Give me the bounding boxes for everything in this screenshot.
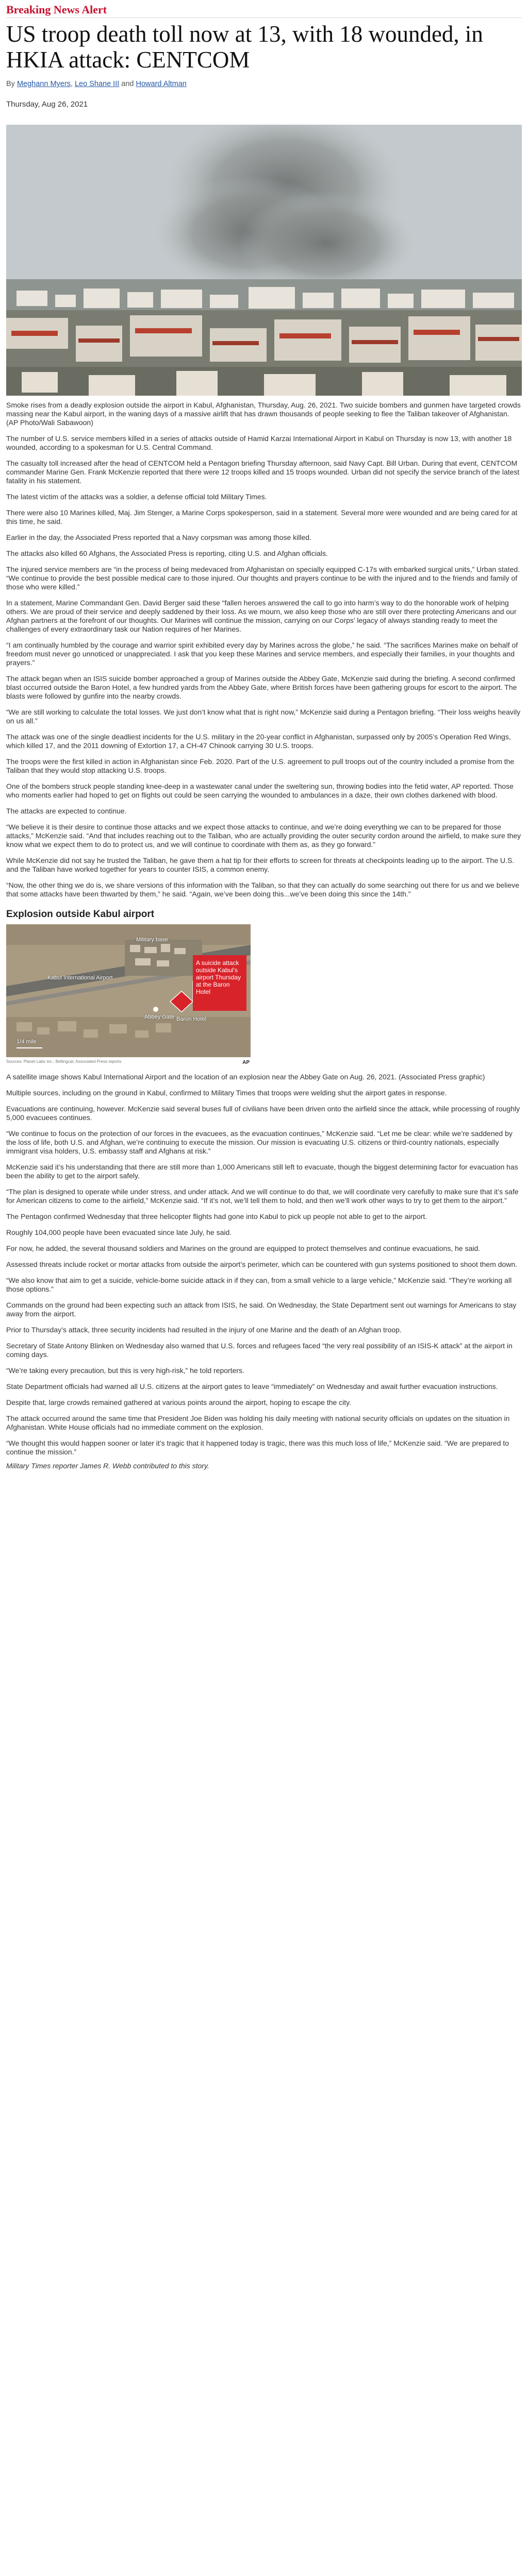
article-paragraph: Roughly 104,000 people have been evacuated since late July, he said. xyxy=(6,1228,232,1236)
byline-separator: and xyxy=(121,80,134,88)
author-link-meghann-myers[interactable]: Meghann Myers xyxy=(16,80,71,88)
article-paragraph: One of the bombers struck people standing knee-deep in a wastewater canal under the sweltering sun, throwing bodies into the fetid water, AP reported. Those who moments earlier had hoped to get on flights out could be seen carrying the wounded to ambulances in a daze, their own clothes darkened with blood. xyxy=(6,782,514,799)
article-paragraph: The latest victim of the attacks was a soldier, a defense official told Military Times. xyxy=(6,493,267,501)
graphic-credit: Sources: Planet Labs Inc.; Bellingcat; Associated Press reports xyxy=(6,1059,122,1064)
article-paragraph: In a statement, Marine Commandant Gen. David Berger said these “fallen heroes answered the call to go into harm’s way to do the honorable work of helping others. We are proud of their service and deeply saddened by their loss. As we mourn, we also keep those who are still over there protecting Americans and our Afghan partners at the forefront of our thoughts. Our Marines will continue the mission, carrying on our Corps’ legacy of always standing ready to meet the challenges of every extraordinary task our Nation requires of her Marines. xyxy=(6,599,517,633)
satellite-map xyxy=(6,924,251,1057)
hero-photo-illustration xyxy=(6,125,522,396)
hero-photo-kabul-smoke xyxy=(6,125,522,396)
article-body-part-1 xyxy=(6,434,528,899)
label-baron-hotel: Baron Hotel xyxy=(176,1016,207,1022)
article-paragraph: The attacks are expected to continue. xyxy=(6,807,127,815)
hero-caption: Smoke rises from a deadly explosion outside the airport in Kabul, Afghanistan, Thursday, Aug. 26, 2021. Two suicide bombers and gunmen have targeted crowds massing near the Kabul airport, in the waning days of a massive airlift that has drawn thousands of people seeking to flee the Taliban takeover of Afghanistan. (AP Photo/Wali Sabawoon) xyxy=(6,401,521,427)
article-headline: US troop death toll now at 13, with 18 wounded, in HKIA attack: CENTCOM xyxy=(6,21,483,73)
article-paragraph: State Department officials had warned all U.S. citizens at the airport gates to leave “immediately” on Wednesday and await further evacuation instructions. xyxy=(6,1382,498,1391)
article-body-part-2 xyxy=(6,1089,528,1456)
label-military-base: Military base xyxy=(136,937,168,943)
article-paragraph: “We’re taking every precaution, but this is very high-risk,” he told reporters. xyxy=(6,1366,244,1375)
article-paragraph: There were also 10 Marines killed, Maj. Jim Stenger, a Marine Corps spokesperson, said in a statement. Several more were wounded and are being cared for at this time, he said. xyxy=(6,509,518,526)
article-paragraph: The attack occurred around the same time that President Joe Biden was holding his daily meeting with national security officials on updates on the situation in Afghanistan. White House officials had no immediate comment on the explosion. xyxy=(6,1414,510,1431)
contributor-note: Military Times reporter James R. Webb contributed to this story. xyxy=(6,1462,209,1470)
label-map-scale: 1/4 mile xyxy=(16,1039,37,1045)
article-paragraph: Evacuations are continuing, however. McKenzie said several buses full of civilians have been driven onto the airfield since the attack, while processing of roughly 5,000 evacuees continues. xyxy=(6,1105,520,1122)
article-paragraph: Secretary of State Antony Blinken on Wednesday also warned that U.S. forces and refugees faced “the very real possibility of an ISIS-K attack” at the airport in coming days. xyxy=(6,1342,513,1359)
article-paragraph: The attack was one of the single deadliest incidents for the U.S. military in the 20-year conflict in Afghanistan, surpassed only by 2005’s Operation Red Wings, which killed 17, and the 2011 downing of Extortion 17, a CH-47 Chinook carrying 30 U.S. troops. xyxy=(6,733,511,750)
article-paragraph: Commands on the ground had been expecting such an attack from ISIS, he said. On Wednesday, the State Department sent out warnings for Americans to stay away from the airport. xyxy=(6,1301,517,1318)
graphic-title: Explosion outside Kabul airport xyxy=(6,909,155,920)
article-paragraph: Multiple sources, including on the ground in Kabul, confirmed to Military Times that troops were welding shut the airport gates in response. xyxy=(6,1089,447,1097)
article-paragraph: “We are still working to calculate the total losses. We just don’t know what that is right now,” McKenzie said during a Pentagon briefing. “Their loss weighs heavily on us all.” xyxy=(6,708,521,725)
article-paragraph: The attack began when an ISIS suicide bomber approached a group of Marines outside the Abbey Gate, McKenzie said during the briefing. A second confirmed blast occurred outside the Baron Hotel, a few hundred yards from the Abbey Gate, where British forces have been gathering groups for escort to the airport. The blasts were followed by gunfire into the nearby crowds. xyxy=(6,674,517,700)
article-paragraph: “I am continually humbled by the courage and warrior spirit exhibited every day by Marines across the globe,” he said. “The sacrifices Marines make on behalf of freedom must never go unnoticed or unappreciated. I ask that you keep these Marines and service members, and especially their families, in your thoughts and prayers.” xyxy=(6,641,518,667)
article-paragraph: For now, he added, the several thousand soldiers and Marines on the ground are equipped to protect themselves and continue evacuations, he said. xyxy=(6,1244,481,1252)
article-paragraph: “We also know that aim to get a suicide, vehicle-borne suicide attack in if they can, from a small vehicle to a large vehicle,” McKenzie said. “They’re working all those options.” xyxy=(6,1276,512,1293)
article-paragraph: “We thought this would happen sooner or later it’s tragic that it happened today is tragic, there was this much loss of life,” McKenzie said. “We are prepared to continue the mission.” xyxy=(6,1439,509,1456)
publish-date: Thursday, Aug 26, 2021 xyxy=(6,100,88,109)
map-callout: A suicide attack outside Kabul's airport Thursday at the Baron Hotel xyxy=(193,955,246,1011)
article-paragraph: Earlier in the day, the Associated Press reported that a Navy corpsman was among those killed. xyxy=(6,533,311,541)
byline-separator: , xyxy=(70,80,73,88)
label-abbey-gate: Abbey Gate xyxy=(144,1014,175,1020)
article-paragraph: McKenzie said it’s his understanding that there are still more than 1,000 Americans still left to evacuate, though the biggest determining factor for evacuation has been the ability to get to the airport safely. xyxy=(6,1163,518,1180)
article-paragraph: The number of U.S. service members killed in a series of attacks outside of Hamid Karzai International Airport in Kabul on Thursday is now 13, with another 18 wounded, according to a spokesman for U.S. Central Command. xyxy=(6,434,512,451)
label-kabul-airport: Kabul International Airport xyxy=(47,975,113,981)
byline xyxy=(6,80,528,88)
article-paragraph: “Now, the other thing we do is, we share versions of this information with the Taliban, so that they can actually do some searching out there for us and we believe that some attacks have been thwarted by them,” he said. “Again, we’ve been doing this...we’ve been doing this since the 14th.” xyxy=(6,881,520,898)
article-paragraph: The casualty toll increased after the head of CENTCOM held a Pentagon briefing Thursday afternoon, said Navy Capt. Bill Urban. During that event, CENTCOM commander Marine Gen. Frank McKenzie reported that there were 12 troops killed and 15 troops wounded. Urban did not specify the service branch of the latest fatality in his statement. xyxy=(6,459,520,485)
article-paragraph: The troops were the first killed in action in Afghanistan since Feb. 2020. Part of the U.S. agreement to pull troops out of the country included a promise from the Taliban that they would stop attacking U.S. troops. xyxy=(6,757,515,774)
author-link-leo-shane[interactable]: Leo Shane III xyxy=(74,80,120,88)
ap-logo: AP xyxy=(242,1060,250,1065)
byline-prefix: By xyxy=(6,80,15,88)
article-paragraph: While McKenzie did not say he trusted the Taliban, he gave them a hat tip for their efforts to screen for threats at checkpoints leading up to the airport. The U.S. and the Taliban have worked together for years to counter ISIS, a common enemy. xyxy=(6,856,515,873)
author-link-howard-altman[interactable]: Howard Altman xyxy=(136,80,187,88)
article-paragraph: Prior to Thursday’s attack, three security incidents had resulted in the injury of one Marine and the death of an Afghan troop. xyxy=(6,1326,402,1334)
article-paragraph: Despite that, large crowds remained gathered at various points around the airport, hoping to escape the city. xyxy=(6,1398,352,1406)
graphic-caption: A satellite image shows Kabul International Airport and the location of an explosion near the Abbey Gate on Aug. 26, 2021. (Associated Press graphic) xyxy=(6,1073,485,1081)
explosion-map-graphic xyxy=(6,909,251,1067)
article-paragraph: “The plan is designed to operate while under stress, and under attack. And we will continue to do that, we will coordinate very carefully to make sure that it’s safe for American citizens to come to the airfield,” McKenzie said. “If it’s not, we’ll tell them to hold, and then we’ll work other ways to try to get them to the airport.” xyxy=(6,1188,519,1205)
article-paragraph: Assessed threats include rocket or mortar attacks from outside the airport’s perimeter, which can be countered with gun systems positioned to shoot them down. xyxy=(6,1260,518,1268)
article-paragraph: The injured service members are “in the process of being medevaced from Afghanistan on specially equipped C-17s with embarked surgical units,” Urban stated. “We continue to provide the best possible medical care to those injured. Our thoughts and prayers continue to be with the injured and to the friends and family of those who were killed.” xyxy=(6,565,520,591)
article-paragraph: “We continue to focus on the protection of our forces in the evacuees, as the evacuation continues,” McKenzie said. “Let me be clear: while we’re saddened by the loss of life, both U.S. and Afghan, we’re continuing to execute the mission. Our mission is evacuating U.S. citizens or third-country nationals, especially immigrant visa holders, U.S. embassy staff and Afghans at risk.” xyxy=(6,1129,513,1155)
article-paragraph: “We believe it is their desire to continue those attacks and we expect those attacks to continue, and we’re doing everything we can to be prepared for those attacks,” McKenzie said. “And that includes reaching out to the Taliban, who are actually providing the outer security cordon around the airfield, to make sure they know what we expect them to do to protect us, and we will continue to coordinate with them as, as they go forward.” xyxy=(6,823,521,849)
article-paragraph: The Pentagon confirmed Wednesday that three helicopter flights had gone into Kabul to pick up people not able to get to the airport. xyxy=(6,1212,427,1221)
article-paragraph: The attacks also killed 60 Afghans, the Associated Press is reporting, citing U.S. and Afghan officials. xyxy=(6,549,328,557)
breaking-news-banner[interactable]: Breaking News Alert xyxy=(6,3,107,16)
